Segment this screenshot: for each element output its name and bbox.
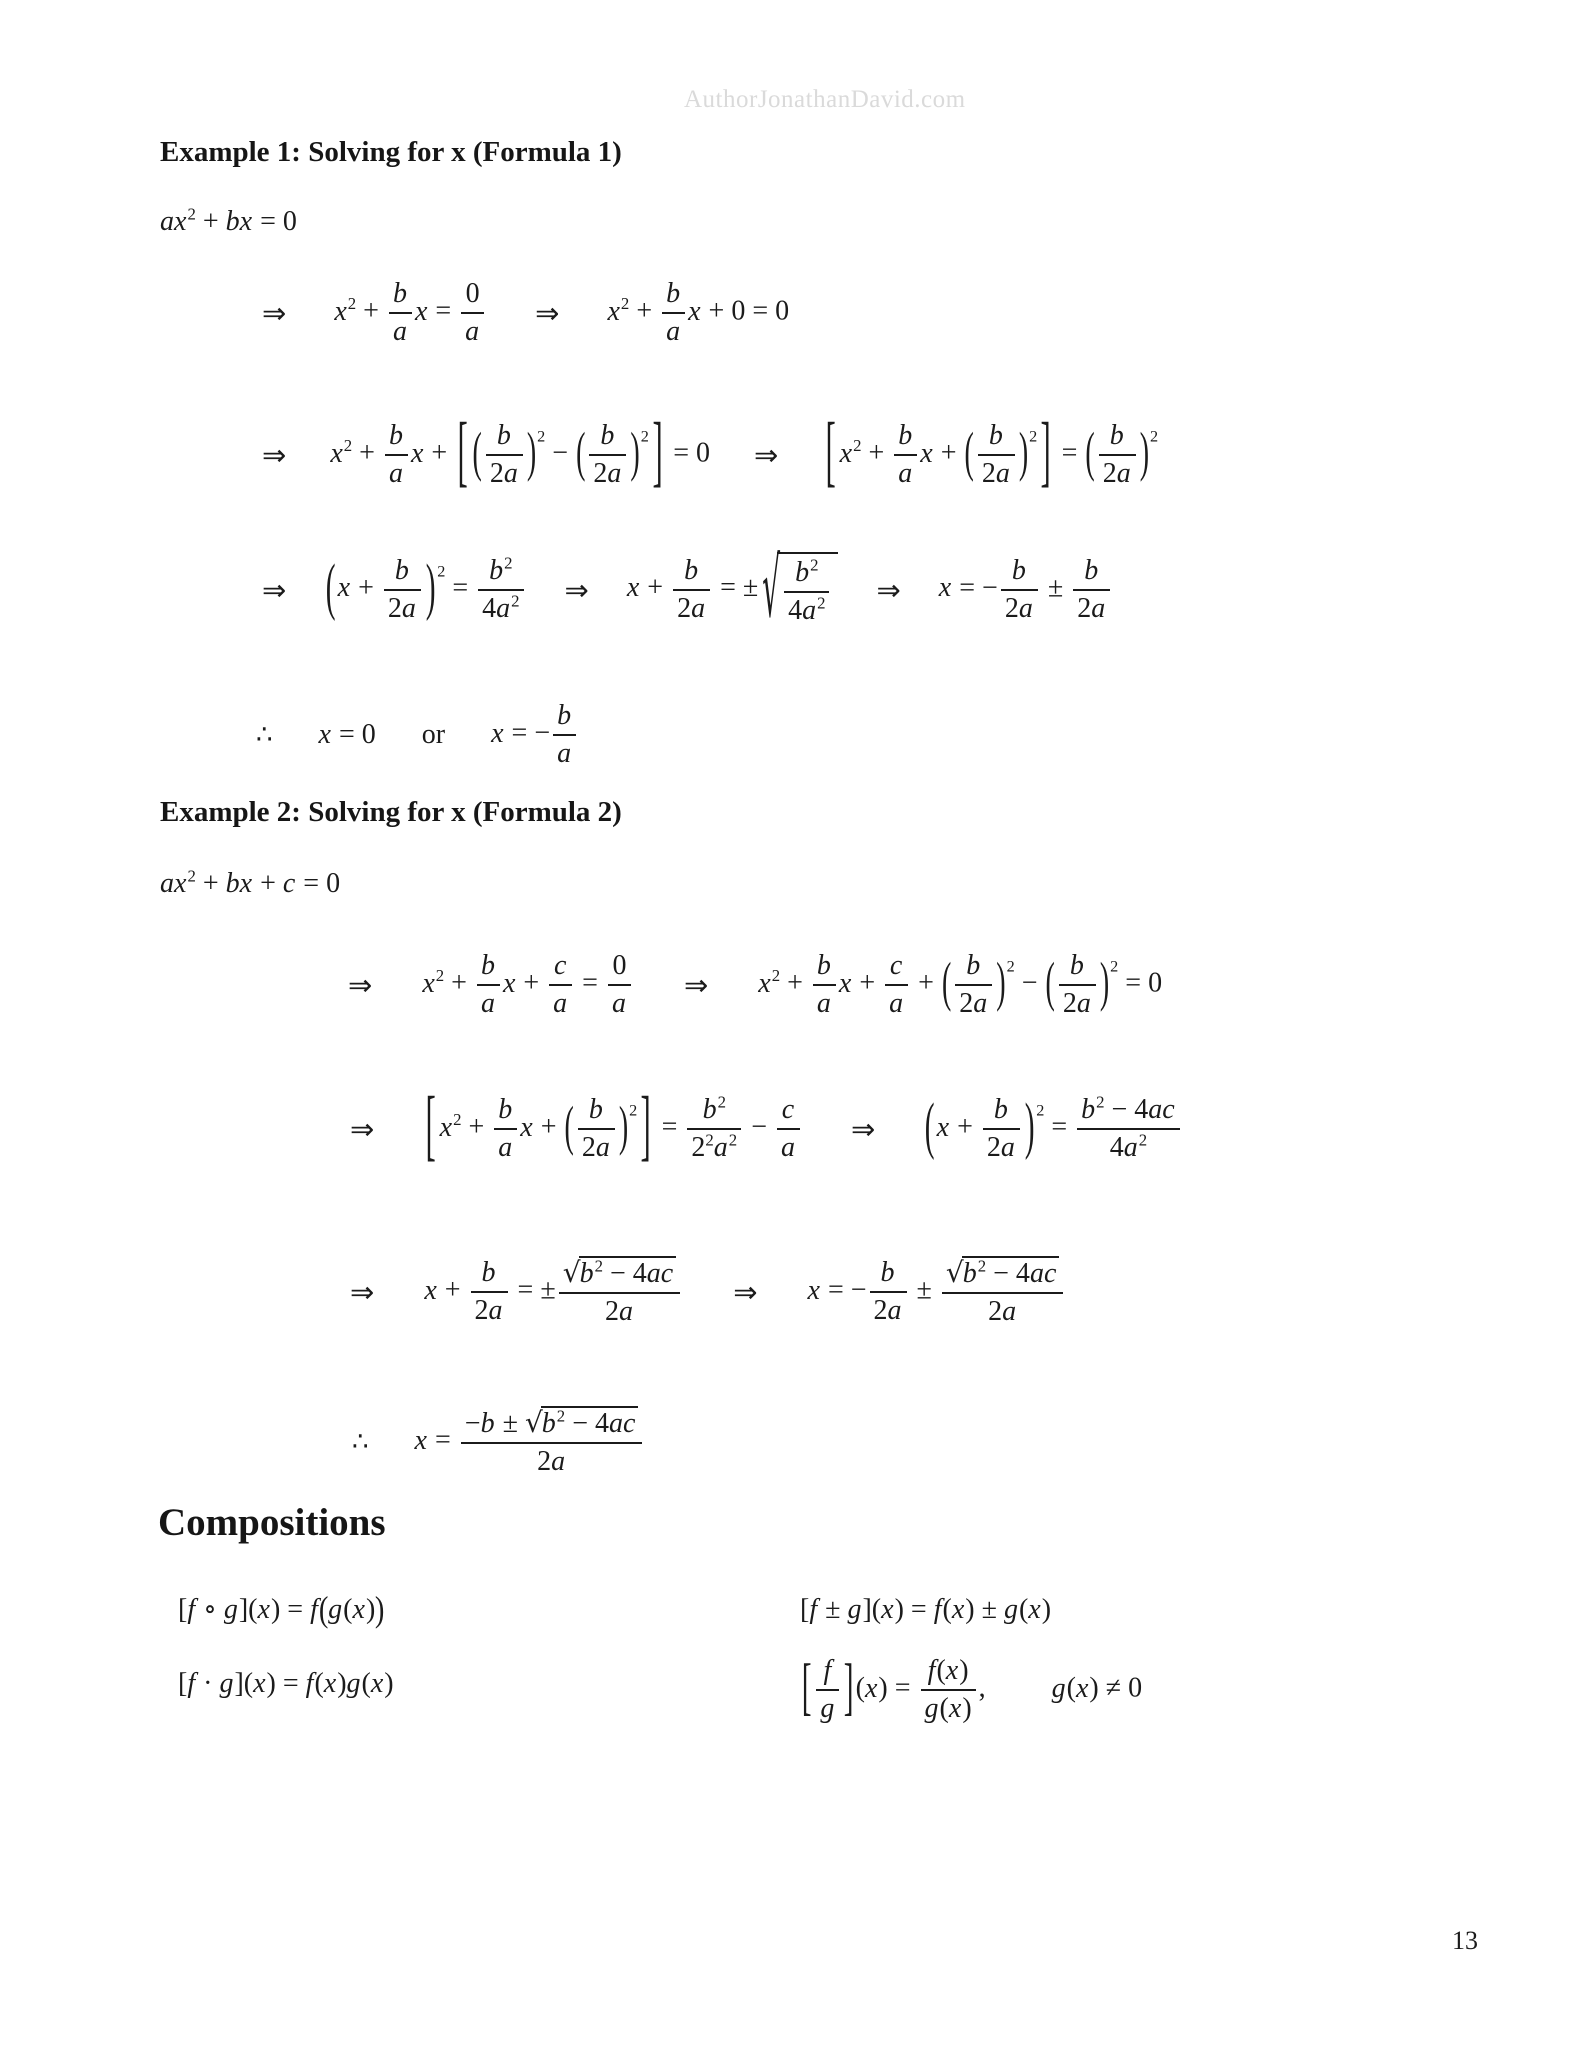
implies-arrow: ⇒	[753, 438, 779, 473]
example1-step3-equation-b: x + $\frac{b}{2a}$ = ± √ $\frac{b^2}{4a^2}$	[627, 552, 839, 627]
example2-step1-right-equation: $x^2$ + $\frac{b}{a}$ x + $\frac{c}{a}$ + ( $\frac{b}{2a}$ )$^2$ − ( $\frac{b}{2a}$ )$^2$ = 0	[758, 950, 1163, 1020]
example2-given-equation: $ax^2$ + bx + c = 0	[160, 866, 341, 899]
example1-solution-1: x = 0	[318, 719, 376, 751]
composition-quotient-equation: [ $\frac{f}{g}$ ](x) = $\frac{f(x)}{g(x)}$ , g(x) ≠ 0	[801, 1653, 1143, 1725]
example2-step1-row	[348, 950, 1162, 1020]
page-number: 13	[1452, 1926, 1478, 1955]
example2-step2-right-equation: (x + $\frac{b}{2a}$ ) $^2$ = $\frac{b^2 - 4ac}{4a^2}$	[923, 1094, 1182, 1164]
example2-step3-row	[350, 1256, 1066, 1328]
example2-step2-row	[350, 1082, 1183, 1171]
example1-conclusion-row	[256, 700, 579, 770]
implies-arrow: ⇒	[733, 1275, 758, 1310]
implies-arrow: ⇒	[262, 438, 287, 473]
compositions-heading: Compositions	[158, 1501, 386, 1544]
example2-conclusion-row	[352, 1406, 645, 1478]
implies-arrow: ⇒	[350, 1112, 375, 1147]
or-label: or	[421, 719, 446, 751]
example2-heading: Example 2: Solving for x (Formula 2)	[160, 796, 622, 828]
example1-step1-left-equation: $x^2$ + $\frac{b}{a}$ x = $\frac{0}{a}$	[334, 278, 487, 348]
example2-step1-left-equation: $x^2$ + $\frac{b}{a}$ x + $\frac{c}{a}$ = $\frac{0}{a}$	[422, 950, 634, 1020]
implies-arrow: ⇒	[350, 1275, 375, 1310]
example1-step3-equation-c: x = − $\frac{b}{2a}$ ± $\frac{b}{2a}$	[939, 555, 1113, 625]
implies-arrow: ⇒	[876, 572, 901, 607]
example2-step3-left-equation: x + $\frac{b}{2a}$ = ± $\frac{√b^2 - 4ac}{2a}$	[424, 1256, 683, 1328]
example1-solution-2: x = − $\frac{b}{a}$	[491, 700, 579, 770]
example1-step2-row	[262, 408, 1159, 497]
example1-given-equation: $ax^2$ + bx = 0	[160, 204, 297, 237]
example1-step1-row	[262, 278, 789, 348]
example1-heading: Example 1: Solving for x (Formula 1)	[160, 136, 622, 168]
quadratic-formula-equation: x = $\frac{-b \pm √b^2 - 4ac}{2a}$	[415, 1406, 646, 1478]
composition-sum-difference-equation: [f ± g](x) = f(x) ± g(x)	[800, 1594, 1052, 1625]
implies-arrow: ⇒	[535, 296, 560, 331]
example1-step3-equation-a: (x + $\frac{b}{2a}$ ) $^2$ = $\frac{b^2}{4a^2}$	[324, 555, 526, 625]
example1-step1-right-equation: $x^2$ + $\frac{b}{a}$ x + 0 = 0	[607, 278, 790, 348]
implies-arrow: ⇒	[564, 572, 589, 607]
implies-arrow: ⇒	[850, 1112, 876, 1147]
example1-step2-left-equation: $x^2$ + $\frac{b}{a}$ x + [ ( $\frac{b}{2a}$ )$^2$ − ( $\frac{b}{2a}$ )$^2$ ] = 0	[330, 408, 710, 497]
implies-arrow: ⇒	[262, 296, 287, 331]
example1-step3-row	[262, 540, 1113, 637]
implies-arrow: ⇒	[683, 968, 709, 1003]
composition-fog-equation: [f ∘ g](x) = f(g(x))	[178, 1590, 385, 1631]
example2-step2-left-equation: [ $x^2$ + $\frac{b}{a}$ x + ( $\frac{b}{2a}$ )$^2$ ] = $\frac{b^2}{2^2a^2}$ − $\frac{c}{a}$	[422, 1094, 803, 1164]
implies-arrow: ⇒	[262, 572, 287, 607]
therefore-symbol: ∴	[256, 720, 273, 751]
composition-product-equation: [f · g](x) = f(x)g(x)	[178, 1668, 394, 1699]
watermark-text: AuthorJonathanDavid.com	[684, 86, 966, 113]
therefore-symbol: ∴	[352, 1427, 369, 1458]
implies-arrow: ⇒	[348, 968, 373, 1003]
example2-step3-right-equation: x = − $\frac{b}{2a}$ ± $\frac{√b^2 - 4ac}{2a}$	[808, 1256, 1067, 1328]
example1-step2-right-equation: [ $x^2$ + $\frac{b}{a}$ x + ( $\frac{b}{2a}$ )$^2$ ] = ( $\frac{b}{2a}$ )$^2$	[825, 408, 1159, 497]
